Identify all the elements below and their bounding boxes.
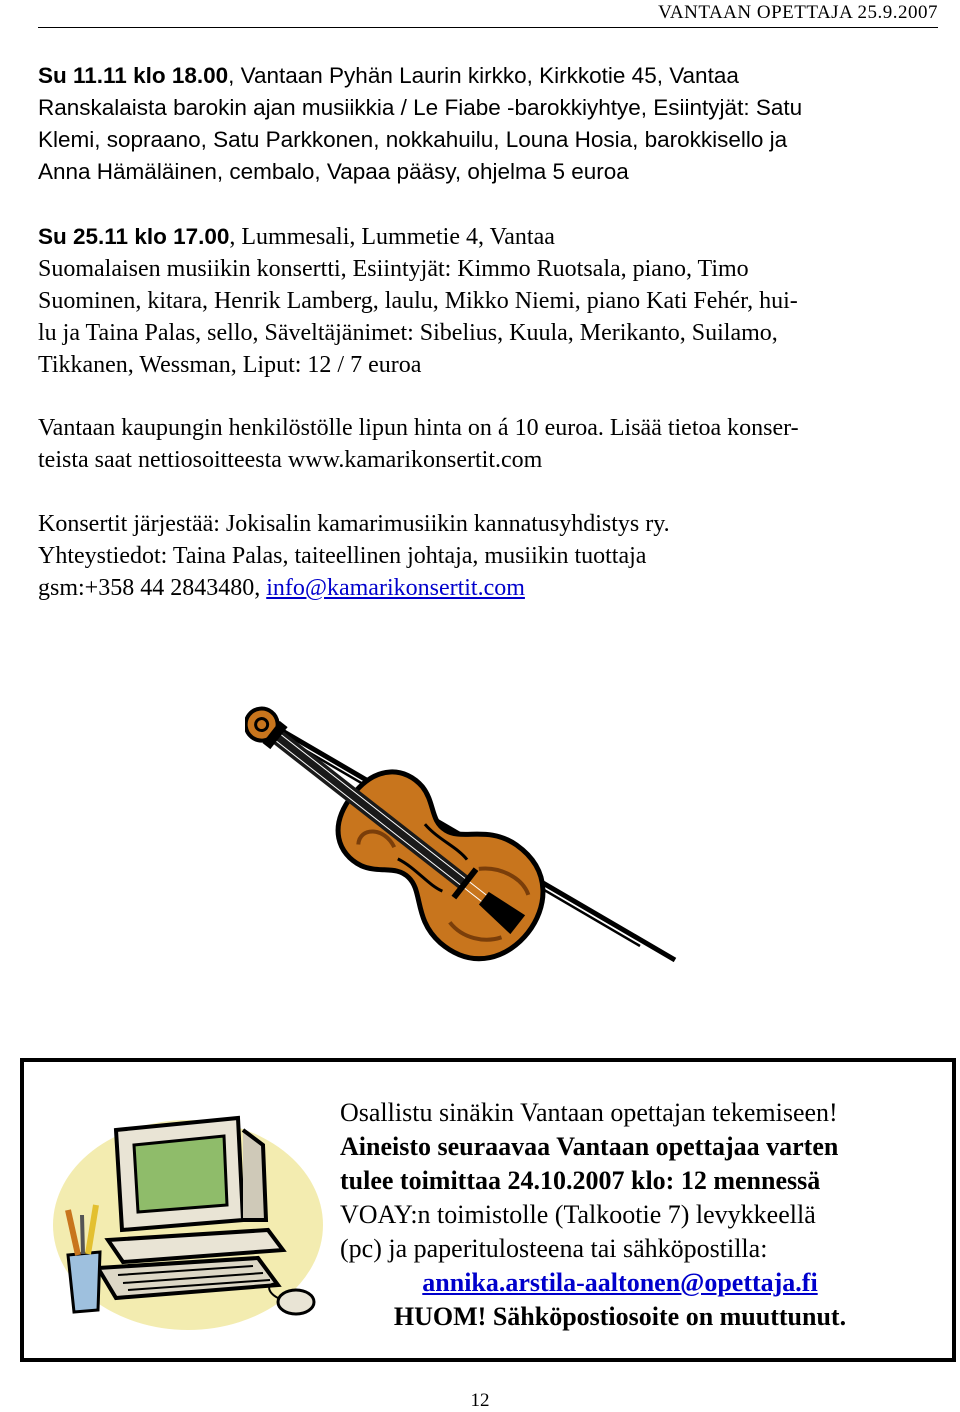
event-1-line-3: Klemi, sopraano, Satu Parkkonen, nokkahuilu, Louna Hosia, barokkisello ja (38, 127, 788, 152)
notice-text (340, 1096, 940, 1334)
ticket-info-line-2: teista saat nettiosoitteesta www.kamarikonsertit.com (38, 447, 543, 473)
contact-line-1: Konsertit järjestää: Jokisalin kamarimusiikin kannatusyhdistys ry. (38, 511, 670, 537)
notice-line-4: VOAY:n toimistolle (Talkootie 7) levykkeellä (340, 1200, 816, 1229)
event-2-date: Su 25.11 klo 17.00 (38, 224, 230, 249)
page-header (38, 0, 938, 28)
submission-notice-box (20, 1058, 956, 1362)
event-2 (38, 221, 928, 381)
notice-email-link[interactable]: annika.arstila-aaltonen@opettaja.fi (422, 1268, 818, 1297)
event-2-location: , Lummesali, Lummetie 4, Vantaa (229, 224, 555, 250)
event-1 (38, 60, 928, 188)
notice-line-3: tulee toimittaa 24.10.2007 klo: 12 mennessä (340, 1166, 821, 1195)
contact-info (38, 508, 928, 604)
event-2-line-5: Tikkanen, Wessman, Liput: 12 / 7 euroa (38, 352, 422, 378)
header-title: VANTAAN OPETTAJA 25.9.2007 (658, 2, 938, 23)
event-1-location: , Vantaan Pyhän Laurin kirkko, Kirkkotie 45, Vantaa (228, 63, 739, 88)
contact-line-3 (38, 572, 928, 604)
notice-warning: HUOM! Sähköpostiosoite on muuttunut. (393, 1302, 847, 1331)
contact-phone: gsm:+358 44 2843480, (38, 575, 267, 601)
ticket-info-line-1: Vantaan kaupungin henkilöstölle lipun hinta on á 10 euroa. Lisää tietoa konser- (38, 415, 799, 441)
ticket-info (38, 412, 928, 476)
contact-email-link[interactable]: info@kamarikonsertit.com (266, 575, 525, 601)
event-2-line-4: lu ja Taina Palas, sello, Säveltäjänimet: Sibelius, Kuula, Merikanto, Suilamo, (38, 320, 778, 346)
event-1-line-4: Anna Hämäläinen, cembalo, Vapaa pääsy, ohjelma 5 euroa (38, 159, 629, 184)
computer-icon (38, 1090, 338, 1340)
violin-icon (245, 660, 685, 990)
event-1-line-2: Ranskalaista barokin ajan musiikkia / Le Fiabe -barokkiyhtye, Esiintyjät: Satu (38, 95, 803, 120)
notice-line-1: Osallistu sinäkin Vantaan opettajan tekemiseen! (340, 1098, 838, 1127)
event-2-line-3: Suominen, kitara, Henrik Lamberg, laulu, Mikko Niemi, piano Kati Fehér, hui- (38, 288, 798, 314)
notice-line-2: Aineisto seuraavaa Vantaan opettajaa varten (340, 1132, 839, 1161)
contact-line-2: Yhteystiedot: Taina Palas, taiteellinen johtaja, musiikin tuottaja (38, 543, 647, 569)
event-1-line-1 (38, 60, 928, 92)
event-2-line-1 (38, 221, 928, 253)
notice-line-5: (pc) ja paperitulosteena tai sähköpostilla: (340, 1234, 768, 1263)
event-2-line-2: Suomalaisen musiikin konsertti, Esiintyjät: Kimmo Ruotsala, piano, Timo (38, 256, 749, 282)
page-number: 12 (470, 1390, 490, 1411)
event-1-date: Su 11.11 klo 18.00 (38, 63, 229, 88)
